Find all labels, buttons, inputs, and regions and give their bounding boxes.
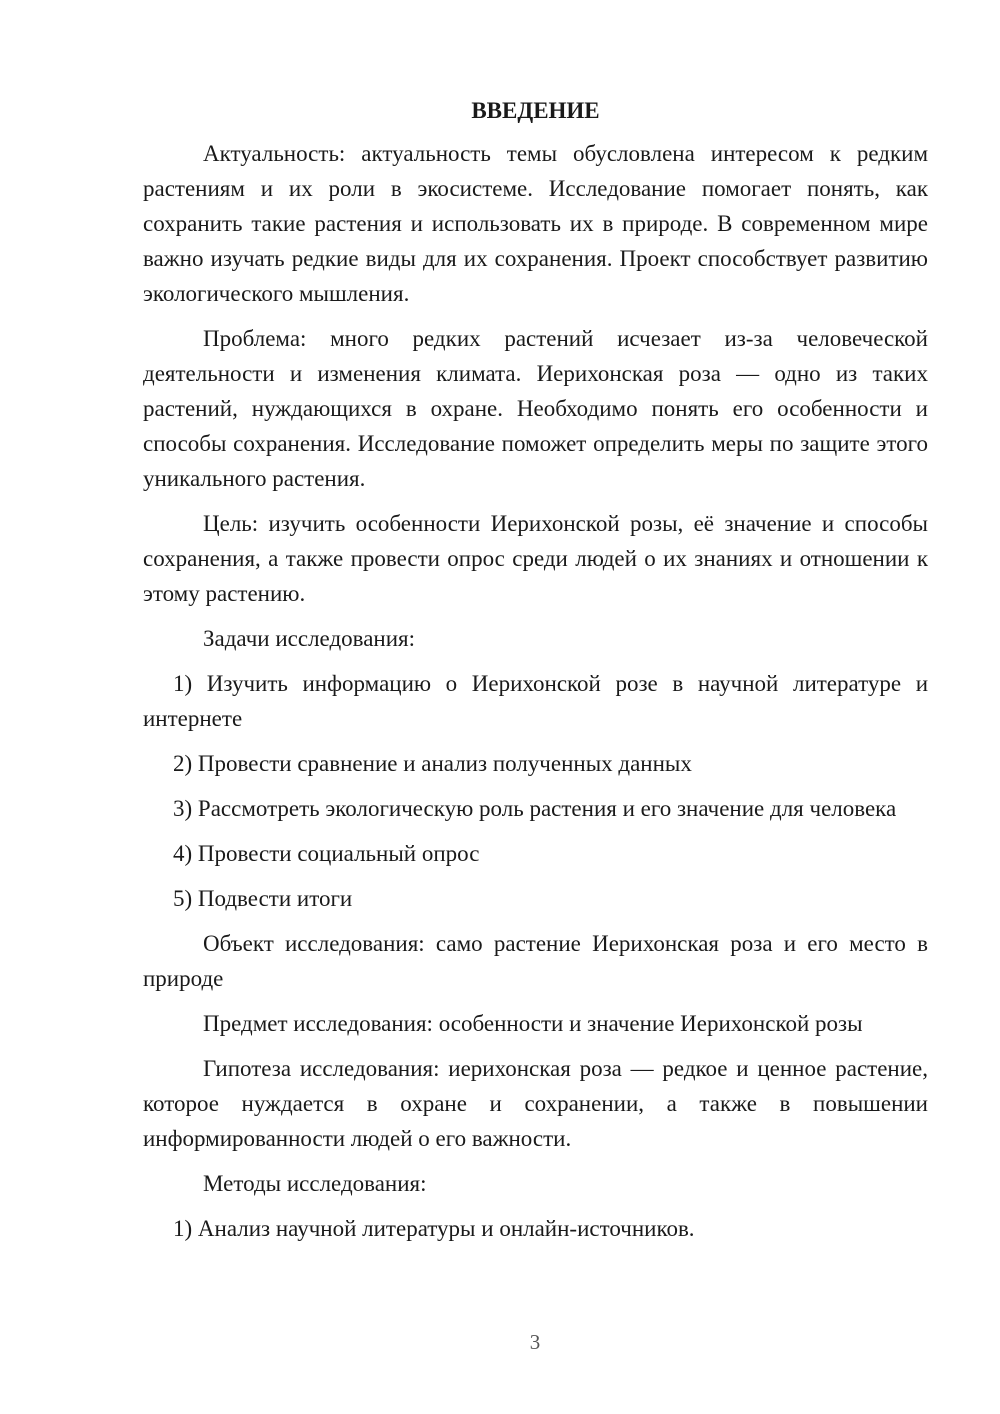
list-item-method-1: 1) Анализ научной литературы и онлайн-источников.: [173, 1216, 695, 1241]
list-item-task-4: 4) Провести социальный опрос: [173, 841, 480, 866]
list-item-task-2: 2) Провести сравнение и анализ полученных данных: [173, 751, 692, 776]
document-page: [143, 96, 928, 1256]
list-item-task-1: 1) Изучить информацию о Иерихонской розе в научной литературе и интернете: [143, 671, 928, 731]
paragraph-problem: Проблема: много редких растений исчезает из-за человеческой деятельности и изменения климата. Иерихонская роза — одно из таких растений, нуждающихся в охране. Необходимо понять его особенности и способы сохранения. Исследование поможет определить меры по защите этого уникального растения.: [143, 326, 928, 491]
paragraph-hypothesis: Гипотеза исследования: иерихонская роза — редкое и ценное растение, которое нуждается в охране и сохранении, а также в повышении информированности людей о его важности.: [143, 1056, 928, 1151]
paragraph-goal: Цель: изучить особенности Иерихонской розы, её значение и способы сохранения, а также провести опрос среди людей о их знаниях и отношении к этому растению.: [143, 511, 928, 606]
paragraph-methods-heading: Методы исследования:: [203, 1171, 427, 1196]
paragraph-object: Объект исследования: само растение Иерихонская роза и его место в природе: [143, 931, 928, 991]
page-number: 3: [529, 1330, 541, 1354]
paragraph-tasks-heading: Задачи исследования:: [203, 626, 416, 651]
list-item-task-3: 3) Рассмотреть экологическую роль растения и его значение для человека: [173, 796, 897, 821]
paragraph-relevance: Актуальность: актуальность темы обусловлена интересом к редким растениям и их роли в экосистеме. Исследование помогает понять, как сохранить такие растения и использовать их в природе. В современном мире важно изучать редкие виды для их сохранения. Проект способствует развитию экологического мышления.: [143, 141, 928, 306]
section-heading: ВВЕДЕНИЕ: [471, 98, 600, 123]
paragraph-subject: Предмет исследования: особенности и значение Иерихонской розы: [203, 1011, 863, 1036]
list-item-task-5: 5) Подвести итоги: [173, 886, 353, 911]
